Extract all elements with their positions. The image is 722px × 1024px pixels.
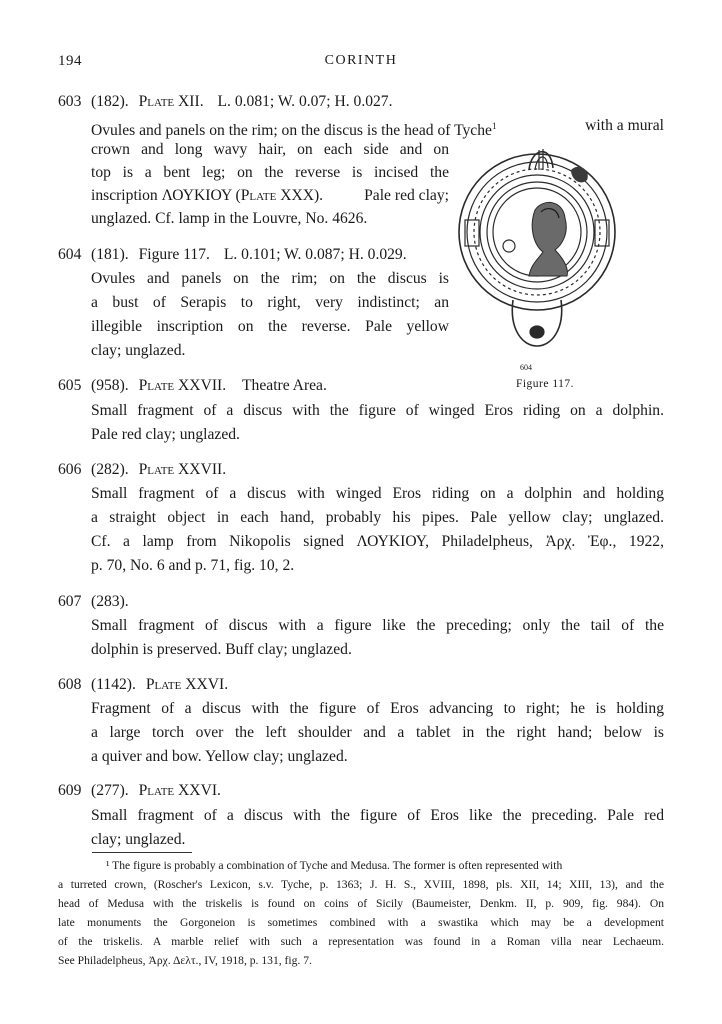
entry-number: 608 — [58, 676, 82, 693]
catalog-number: (282). — [91, 461, 129, 478]
entry-text-line: a straight object in each hand, probably his pipes. Pale yellow clay; unglazed. — [91, 509, 664, 526]
catalog-number: (277). — [91, 782, 129, 799]
entry-number: 609 — [58, 782, 82, 799]
entry-number: 603 — [58, 93, 82, 110]
plate-reference: Plate XXVI. — [145, 676, 229, 693]
entry-heading — [91, 245, 407, 265]
running-title: CORINTH — [324, 53, 398, 68]
lamp-figure — [451, 140, 659, 368]
catalog-number: (283). — [91, 593, 129, 610]
entry-number: 604 — [58, 246, 82, 263]
plate-reference: Plate XXVII. — [138, 461, 227, 478]
entry-heading — [91, 92, 393, 112]
lamp-drawing — [459, 149, 615, 346]
entry-number: 605 — [58, 377, 82, 394]
catalog-number: (182). — [91, 93, 129, 110]
footnote-line: of the triskelis. A marble relief with such a representation was found in a Roman villa near Lechaeum. — [58, 935, 664, 948]
entry-number: 606 — [58, 461, 82, 478]
entry-text-line: Small fragment of a discus with winged Eros riding on a dolphin and holding — [91, 485, 664, 502]
entry-text-line: a large torch over the left shoulder and a tablet in the right hand; below is — [91, 724, 664, 741]
entry-text-line: Fragment of a discus with the figure of Eros advancing to right; he is holding — [91, 700, 664, 717]
footnote-line: ¹ The figure is probably a combination of Tyche and Medusa. The former is often represented with — [106, 859, 563, 872]
footnote-line: See Philadelpheus, Ἀρχ. Δελτ., IV, 1918, p. 131, fig. 7. — [58, 954, 312, 967]
catalog-number: (1142). — [91, 676, 136, 693]
entry-text-line: Cf. a lamp from Nikopolis signed ΛΟΥΚΙΟΥ, Philadelpheus, Ἀρχ. Ἐφ., 1922, — [91, 533, 664, 550]
entry-text-line: clay; unglazed. — [91, 831, 186, 848]
entry-text-line: inscription ΛΟΥΚΙΟΥ (Plate XXX). Pale red clay; — [91, 187, 449, 204]
catalog-number: (181). — [91, 246, 129, 263]
footnote-line: late monuments the Gorgoneion is sometimes combined with a swastika which may be a development — [58, 916, 664, 929]
entry-text-line: p. 70, No. 6 and p. 71, fig. 10, 2. — [91, 557, 295, 574]
plate-reference: Plate XII. — [138, 93, 204, 110]
entry-text-line: clay; unglazed. — [91, 342, 186, 359]
figure-reference: Figure 117. — [138, 246, 210, 263]
plate-reference: Plate XXVII. — [138, 377, 227, 394]
page-number: 194 — [58, 53, 82, 69]
entry-heading — [91, 781, 221, 801]
entry-heading — [91, 675, 228, 695]
entry-text-line: a bust of Serapis to right, very indistinct; an — [91, 294, 449, 311]
measurements: L. 0.081; W. 0.07; H. 0.027. — [217, 93, 393, 110]
entry-text-line: Small fragment of a discus with the figure of Eros like the preceding. Pale red — [91, 807, 664, 824]
figure-caption: Figure 117. — [515, 378, 575, 390]
entry-text-line: illegible inscription on the reverse. Pale yellow — [91, 318, 449, 335]
measurements: L. 0.101; W. 0.087; H. 0.029. — [223, 246, 407, 263]
serapis-bust — [529, 202, 567, 276]
figure-label: 604 — [520, 363, 532, 372]
entry-text-line: a quiver and bow. Yellow clay; unglazed. — [91, 748, 348, 765]
plate-reference: Plate XXVI. — [138, 782, 221, 799]
entry-text-line: Ovules and panels on the rim; on the discus is the head of Tyche$^1$ with a mural — [91, 117, 664, 140]
inscription: inscription ΛΟΥΚΙΟΥ — [91, 187, 232, 204]
entry-text-line: top is a bent leg; on the reverse is incised the — [91, 164, 449, 181]
entry-number: 607 — [58, 593, 82, 610]
find-spot: Theatre Area. — [242, 377, 327, 394]
entry-text-line: unglazed. Cf. lamp in the Louvre, No. 4626. — [91, 210, 368, 227]
footnote-marker[interactable]: 1 — [491, 121, 497, 131]
catalog-number: (958). — [91, 377, 129, 394]
entry-text-line: Small fragment of a discus with the figure of winged Eros riding on a dolphin. — [91, 402, 664, 419]
plate-reference: (Plate XXX). — [235, 187, 324, 204]
entry-text-line: Small fragment of discus with a figure like the preceding; only the tail of the — [91, 617, 664, 634]
footnote-line: head of Medusa with the triskelis is found on coins of Sicily (Baumeister, Denkm. II, p. 909, fig. 984). On — [58, 897, 664, 910]
entry-heading — [91, 376, 327, 396]
entry-text-line: dolphin is preserved. Buff clay; unglazed. — [91, 641, 352, 658]
entry-text-line: crown and long wavy hair, on each side and on — [91, 141, 449, 158]
entry-text-line: Ovules and panels on the rim; on the discus is — [91, 270, 449, 287]
entry-text-line: Pale red clay; unglazed. — [91, 426, 240, 443]
footnote-line: a turreted crown, (Roscher's Lexicon, s.v. Tyche, p. 1363; J. H. S., XVIII, 1898, pls. XII, 14; XIII, 13), and the — [58, 878, 664, 891]
footnote-rule — [92, 852, 192, 853]
entry-heading — [91, 460, 226, 480]
handle-knob — [571, 167, 588, 183]
